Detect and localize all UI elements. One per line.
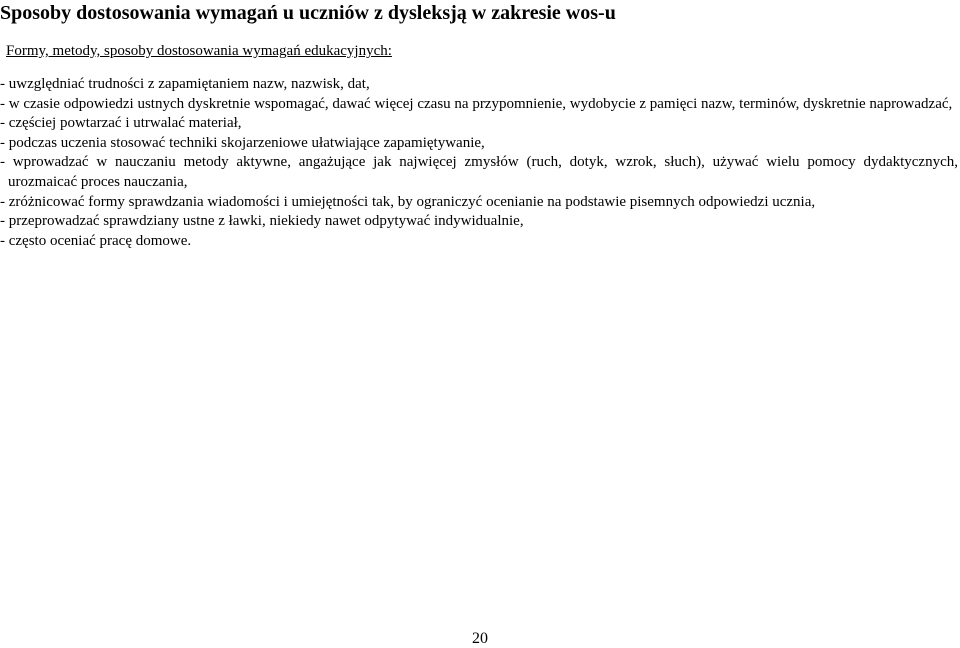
list-item: - wprowadzać w nauczaniu metody aktywne, angażujące jak najwięcej zmysłów (ruch, dotyk, wzrok, słuch), używać wielu pomocy dydaktycznych, urozmaicać proces nauczania, <box>0 154 958 190</box>
list-item: - często oceniać pracę domowe. <box>0 232 192 249</box>
list-item: - podczas uczenia stosować techniki skojarzeniowe ułatwiające zapamiętywanie, <box>0 134 485 151</box>
list-item: - częściej powtarzać i utrwalać materiał, <box>0 115 242 132</box>
section-subtitle: Formy, metody, sposoby dostosowania wymagań edukacyjnych: <box>6 43 392 59</box>
list-item: - zróżnicować formy sprawdzania wiadomości i umiejętności tak, by ograniczyć ocenianie na podstawie pisemnych odpowiedzi ucznia, <box>0 193 816 210</box>
page-number: 20 <box>472 630 488 647</box>
list-item: - w czasie odpowiedzi ustnych dyskretnie wspomagać, dawać więcej czasu na przypomnienie, wydobycie z pamięci nazw, terminów, dyskretnie naprowadzać, <box>0 95 953 112</box>
list-item: - przeprowadzać sprawdziany ustne z ławki, niekiedy nawet odpytywać indywidualnie, <box>0 213 524 230</box>
page-title: Sposoby dostosowania wymagań u uczniów z dysleksją w zakresie wos-u <box>0 2 616 24</box>
list-item: - uwzględniać trudności z zapamiętaniem nazw, nazwisk, dat, <box>0 76 370 92</box>
requirements-list <box>0 75 958 251</box>
